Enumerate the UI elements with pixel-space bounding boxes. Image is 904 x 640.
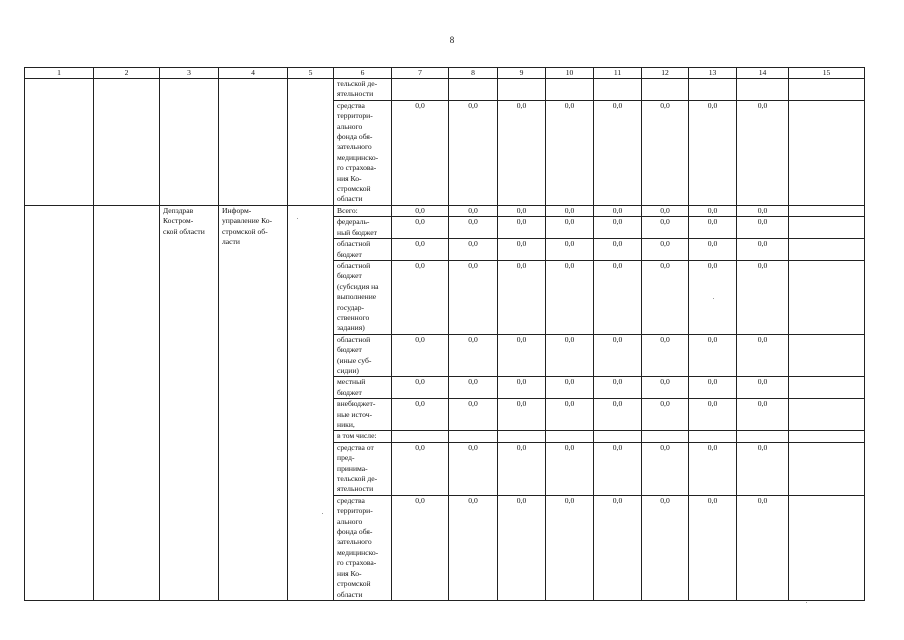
- value-cell: 0,0: [689, 399, 737, 431]
- value-cell: [594, 79, 642, 101]
- funding-source-label: областной бюджет (иные суб- сидии): [334, 334, 392, 377]
- value-cell: 0,0: [392, 260, 449, 334]
- value-cell: 0,0: [689, 100, 737, 205]
- value-cell: [449, 79, 498, 101]
- value-cell: 0,0: [546, 100, 594, 205]
- funding-source-label: средства от пред- принима- тельской де- ятельности: [334, 442, 392, 495]
- budget-table: [24, 67, 865, 601]
- value-cell: 0,0: [737, 239, 789, 261]
- value-cell: 0,0: [594, 100, 642, 205]
- value-cell: 0,0: [594, 495, 642, 600]
- notes-cell: [789, 217, 865, 239]
- value-cell: 0,0: [546, 334, 594, 377]
- column-header: 2: [94, 68, 160, 79]
- executor-cell: Депздрав Костром- ской области: [160, 205, 219, 600]
- column-header: 7: [392, 68, 449, 79]
- value-cell: [546, 431, 594, 442]
- value-cell: 0,0: [689, 377, 737, 399]
- value-cell: [642, 79, 689, 101]
- notes-cell: [789, 442, 865, 495]
- value-cell: 0,0: [737, 495, 789, 600]
- value-cell: 0,0: [689, 334, 737, 377]
- page-number: 8: [449, 35, 455, 45]
- empty-cell: [94, 205, 160, 600]
- value-cell: 0,0: [642, 260, 689, 334]
- value-cell: 0,0: [689, 442, 737, 495]
- value-cell: 0,0: [392, 377, 449, 399]
- value-cell: [642, 431, 689, 442]
- funding-source-label: Всего:: [334, 205, 392, 216]
- value-cell: 0,0: [498, 239, 546, 261]
- value-cell: 0,0: [689, 217, 737, 239]
- value-cell: 0,0: [594, 239, 642, 261]
- value-cell: [392, 79, 449, 101]
- value-cell: 0,0: [594, 442, 642, 495]
- value-cell: 0,0: [546, 442, 594, 495]
- value-cell: 0,0: [392, 205, 449, 216]
- value-cell: 0,0: [449, 399, 498, 431]
- value-cell: 0,0: [498, 399, 546, 431]
- value-cell: 0,0: [498, 100, 546, 205]
- value-cell: 0,0: [737, 260, 789, 334]
- value-cell: 0,0: [546, 217, 594, 239]
- empty-cell: [25, 79, 94, 206]
- value-cell: 0,0: [392, 442, 449, 495]
- value-cell: 0,0: [392, 217, 449, 239]
- value-cell: 0,0: [449, 260, 498, 334]
- empty-cell: [160, 79, 219, 206]
- scan-speck: [297, 218, 298, 219]
- value-cell: 0,0: [546, 495, 594, 600]
- value-cell: [737, 431, 789, 442]
- value-cell: 0,0: [498, 260, 546, 334]
- value-cell: 0,0: [594, 377, 642, 399]
- value-cell: 0,0: [642, 442, 689, 495]
- funding-source-label: областной бюджет (субсидия на выполнение государ- ственного задания): [334, 260, 392, 334]
- value-cell: 0,0: [689, 260, 737, 334]
- column-header: 8: [449, 68, 498, 79]
- value-cell: 0,0: [449, 217, 498, 239]
- empty-cell: [288, 205, 334, 600]
- participant-cell: Информ- управление Ко- стромской об- ласти: [219, 205, 288, 600]
- funding-source-label: средства территори- ального фонда обя- зательного медицинско- го страхова- ния Ко- стромской области: [334, 100, 392, 205]
- column-header: 6: [334, 68, 392, 79]
- value-cell: 0,0: [642, 100, 689, 205]
- value-cell: 0,0: [594, 205, 642, 216]
- value-cell: 0,0: [449, 442, 498, 495]
- value-cell: [498, 431, 546, 442]
- column-header: 14: [737, 68, 789, 79]
- value-cell: 0,0: [449, 495, 498, 600]
- value-cell: [594, 431, 642, 442]
- value-cell: [392, 431, 449, 442]
- funding-source-label: областной бюджет: [334, 239, 392, 261]
- funding-source-label: средства территори- ального фонда обя- зательного медицинско- го страхова- ния Ко- стромской области: [334, 495, 392, 600]
- notes-cell: [789, 260, 865, 334]
- value-cell: [689, 79, 737, 101]
- notes-cell: [789, 100, 865, 205]
- notes-cell: [789, 495, 865, 600]
- value-cell: 0,0: [498, 217, 546, 239]
- header-row: [25, 68, 865, 79]
- value-cell: 0,0: [642, 377, 689, 399]
- value-cell: 0,0: [449, 334, 498, 377]
- funding-source-label: местный бюджет: [334, 377, 392, 399]
- value-cell: 0,0: [498, 495, 546, 600]
- value-cell: [449, 431, 498, 442]
- value-cell: 0,0: [642, 239, 689, 261]
- value-cell: [546, 79, 594, 101]
- value-cell: 0,0: [594, 217, 642, 239]
- column-header: 12: [642, 68, 689, 79]
- value-cell: 0,0: [737, 205, 789, 216]
- value-cell: 0,0: [392, 239, 449, 261]
- value-cell: 0,0: [498, 334, 546, 377]
- value-cell: 0,0: [642, 217, 689, 239]
- value-cell: 0,0: [449, 377, 498, 399]
- value-cell: 0,0: [546, 399, 594, 431]
- notes-cell: [789, 399, 865, 431]
- value-cell: 0,0: [737, 442, 789, 495]
- table-row: [25, 205, 865, 216]
- value-cell: 0,0: [546, 377, 594, 399]
- value-cell: 0,0: [594, 260, 642, 334]
- notes-cell: [789, 377, 865, 399]
- table-row: [25, 79, 865, 101]
- column-header: 3: [160, 68, 219, 79]
- empty-cell: [288, 79, 334, 206]
- notes-cell: [789, 239, 865, 261]
- value-cell: [737, 79, 789, 101]
- scan-speck: [322, 513, 323, 514]
- value-cell: 0,0: [392, 399, 449, 431]
- value-cell: 0,0: [642, 495, 689, 600]
- value-cell: 0,0: [737, 377, 789, 399]
- column-header: 5: [288, 68, 334, 79]
- value-cell: 0,0: [594, 399, 642, 431]
- value-cell: 0,0: [737, 100, 789, 205]
- value-cell: 0,0: [546, 260, 594, 334]
- value-cell: 0,0: [689, 205, 737, 216]
- value-cell: 0,0: [594, 334, 642, 377]
- notes-cell: [789, 431, 865, 442]
- value-cell: 0,0: [642, 205, 689, 216]
- value-cell: 0,0: [498, 442, 546, 495]
- value-cell: 0,0: [392, 495, 449, 600]
- value-cell: 0,0: [737, 399, 789, 431]
- empty-cell: [94, 79, 160, 206]
- value-cell: 0,0: [449, 205, 498, 216]
- column-header: 1: [25, 68, 94, 79]
- scan-speck: [713, 298, 714, 299]
- funding-source-label: внебюджет- ные источ- ники,: [334, 399, 392, 431]
- column-header: 4: [219, 68, 288, 79]
- value-cell: 0,0: [498, 205, 546, 216]
- value-cell: 0,0: [642, 399, 689, 431]
- column-header: 9: [498, 68, 546, 79]
- value-cell: 0,0: [498, 377, 546, 399]
- value-cell: [498, 79, 546, 101]
- column-header: 15: [789, 68, 865, 79]
- value-cell: 0,0: [449, 239, 498, 261]
- scan-speck: [806, 602, 807, 603]
- value-cell: 0,0: [546, 239, 594, 261]
- value-cell: 0,0: [392, 334, 449, 377]
- value-cell: 0,0: [449, 100, 498, 205]
- empty-cell: [219, 79, 288, 206]
- value-cell: 0,0: [689, 239, 737, 261]
- value-cell: 0,0: [689, 495, 737, 600]
- funding-source-label: федераль- ный бюджет: [334, 217, 392, 239]
- empty-cell: [25, 205, 94, 600]
- notes-cell: [789, 334, 865, 377]
- column-header: 11: [594, 68, 642, 79]
- value-cell: 0,0: [642, 334, 689, 377]
- value-cell: 0,0: [546, 205, 594, 216]
- funding-source-label: тельской де- ятельности: [334, 79, 392, 101]
- notes-cell: [789, 79, 865, 101]
- column-header: 13: [689, 68, 737, 79]
- column-header: 10: [546, 68, 594, 79]
- value-cell: 0,0: [737, 217, 789, 239]
- notes-cell: [789, 205, 865, 216]
- value-cell: [689, 431, 737, 442]
- value-cell: 0,0: [392, 100, 449, 205]
- value-cell: 0,0: [737, 334, 789, 377]
- funding-source-label: в том числе:: [334, 431, 392, 442]
